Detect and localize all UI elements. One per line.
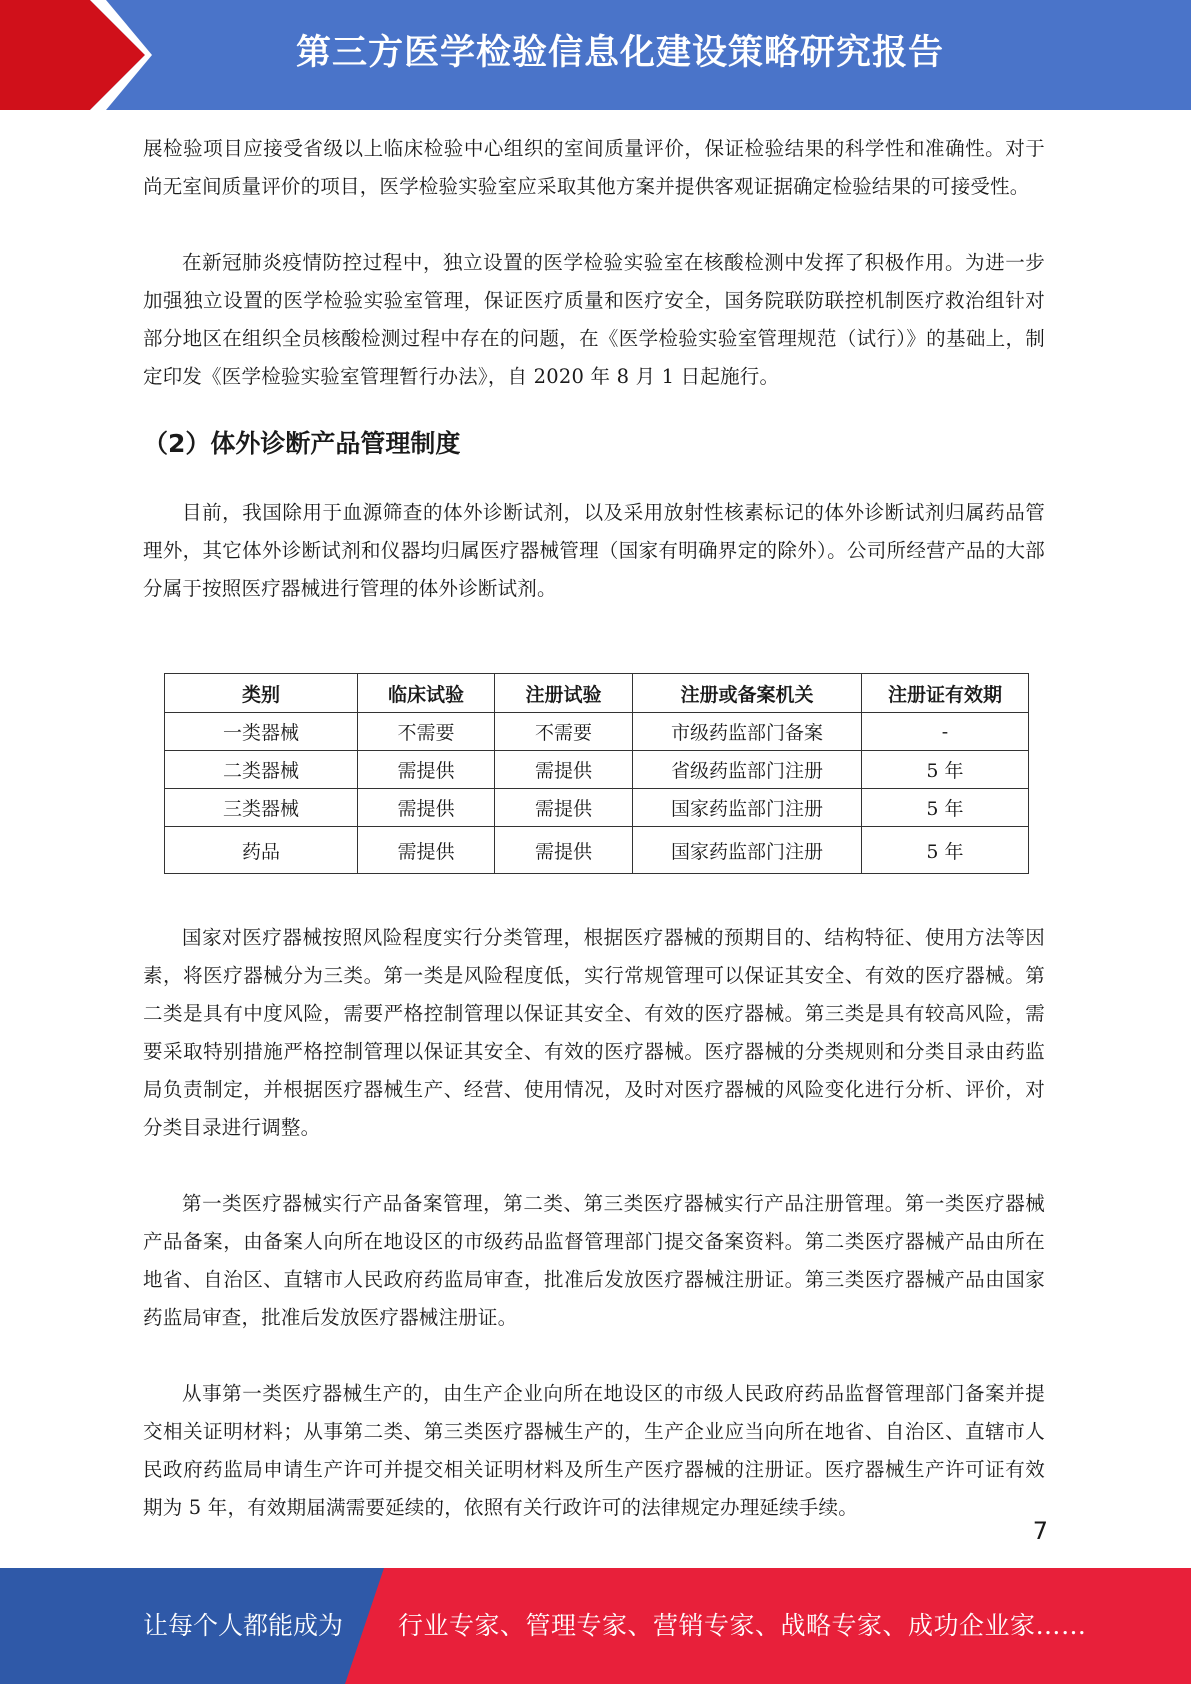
header-chevron-decoration: [0, 0, 160, 110]
table-cell: 三类器械: [165, 789, 358, 827]
table-cell: 一类器械: [165, 713, 358, 751]
footer-slogan-left: 让每个人都能成为: [143, 1611, 344, 1640]
table-cell: 需提供: [358, 751, 495, 789]
table-cell: 需提供: [495, 789, 633, 827]
document-body-lower: [143, 919, 1045, 1527]
page-footer: [0, 1568, 1191, 1684]
table-cell: 需提供: [358, 827, 495, 874]
paragraph-2: 在新冠肺炎疫情防控过程中，独立设置的医学检验实验室在核酸检测中发挥了积极作用。为进一步加强独立设置的医学检验实验室管理，保证医疗质量和医疗安全，国务院联防联控机制医疗救治组针对部分地区在组织全员核酸检测过程中存在的问题，在《医学检验实验室管理规范（试行）》的基础上，制定印发《医学检验实验室管理暂行办法》，自 2020 年 8 月 1 日起施行。: [143, 251, 1045, 388]
table-cell: 需提供: [358, 789, 495, 827]
table-cell: 国家药监部门注册: [633, 827, 862, 874]
table-header-row: [165, 674, 1029, 713]
table-cell: 二类器械: [165, 751, 358, 789]
table-row: [165, 789, 1029, 827]
table-header-cell: 注册试验: [495, 674, 633, 713]
paragraph-5: 第一类医疗器械实行产品备案管理，第二类、第三类医疗器械实行产品注册管理。第一类医疗器械产品备案，由备案人向所在地设区的市级药品监督管理部门提交备案资料。第二类医疗器械产品由所在地省、自治区、直辖市人民政府药监局审查，批准后发放医疗器械注册证。第三类医疗器械产品由国家药监局审查，批准后发放医疗器械注册证。: [143, 1192, 1045, 1329]
table-cell: 5 年: [862, 789, 1029, 827]
table-cell: 不需要: [495, 713, 633, 751]
table-row: [165, 827, 1029, 874]
table-cell: 国家药监部门注册: [633, 789, 862, 827]
paragraph-4: 国家对医疗器械按照风险程度实行分类管理，根据医疗器械的预期目的、结构特征、使用方法等因素，将医疗器械分为三类。第一类是风险程度低，实行常规管理可以保证其安全、有效的医疗器械。第二类是具有中度风险，需要严格控制管理以保证其安全、有效的医疗器械。第三类是具有较高风险，需要采取特别措施严格控制管理以保证其安全、有效的医疗器械。医疗器械的分类规则和分类目录由药监局负责制定，并根据医疗器械生产、经营、使用情况，及时对医疗器械的风险变化进行分析、评价，对分类目录进行调整。: [143, 926, 1045, 1139]
table-cell: 药品: [165, 827, 358, 874]
table-row: [165, 713, 1029, 751]
footer-slogan-right: 行业专家、管理专家、营销专家、战略专家、成功企业家……: [398, 1611, 1087, 1640]
table-cell: 5 年: [862, 827, 1029, 874]
table-cell: 省级药监部门注册: [633, 751, 862, 789]
table-cell: 市级药监部门备案: [633, 713, 862, 751]
table-header-cell: 注册或备案机关: [633, 674, 862, 713]
table-header-cell: 注册证有效期: [862, 674, 1029, 713]
table-row: [165, 751, 1029, 789]
page-header: [0, 0, 1191, 110]
registration-table: [164, 673, 1029, 874]
table-cell: 需提供: [495, 827, 633, 874]
paragraph-3: 目前，我国除用于血源筛查的体外诊断试剂，以及采用放射性核素标记的体外诊断试剂归属药品管理外，其它体外诊断试剂和仪器均归属医疗器械管理（国家有明确界定的除外）。公司所经营产品的大部分属于按照医疗器械进行管理的体外诊断试剂。: [143, 501, 1045, 600]
table-header-cell: 临床试验: [358, 674, 495, 713]
table-header-cell: 类别: [165, 674, 358, 713]
header-title: 第三方医学检验信息化建设策略研究报告: [295, 33, 944, 73]
table-cell: 5 年: [862, 751, 1029, 789]
paragraph-1: 展检验项目应接受省级以上临床检验中心组织的室间质量评价，保证检验结果的科学性和准确性。对于尚无室间质量评价的项目，医学检验实验室应采取其他方案并提供客观证据确定检验结果的可接受性。: [143, 137, 1045, 198]
table-cell: 需提供: [495, 751, 633, 789]
paragraph-6: 从事第一类医疗器械生产的，由生产企业向所在地设区的市级人民政府药品监督管理部门备案并提交相关证明材料；从事第二类、第三类医疗器械生产的，生产企业应当向所在地省、自治区、直辖市人民政府药监局申请生产许可并提交相关证明材料及所生产医疗器械的注册证。医疗器械生产许可证有效期为 5 年，有效期届满需要延续的，依照有关行政许可的法律规定办理延续手续。: [143, 1382, 1045, 1519]
page-number: 7: [1032, 1517, 1048, 1545]
table-cell: -: [862, 713, 1029, 751]
section-heading: （2）体外诊断产品管理制度: [143, 429, 461, 458]
document-body: [143, 130, 1045, 608]
table-cell: 不需要: [358, 713, 495, 751]
